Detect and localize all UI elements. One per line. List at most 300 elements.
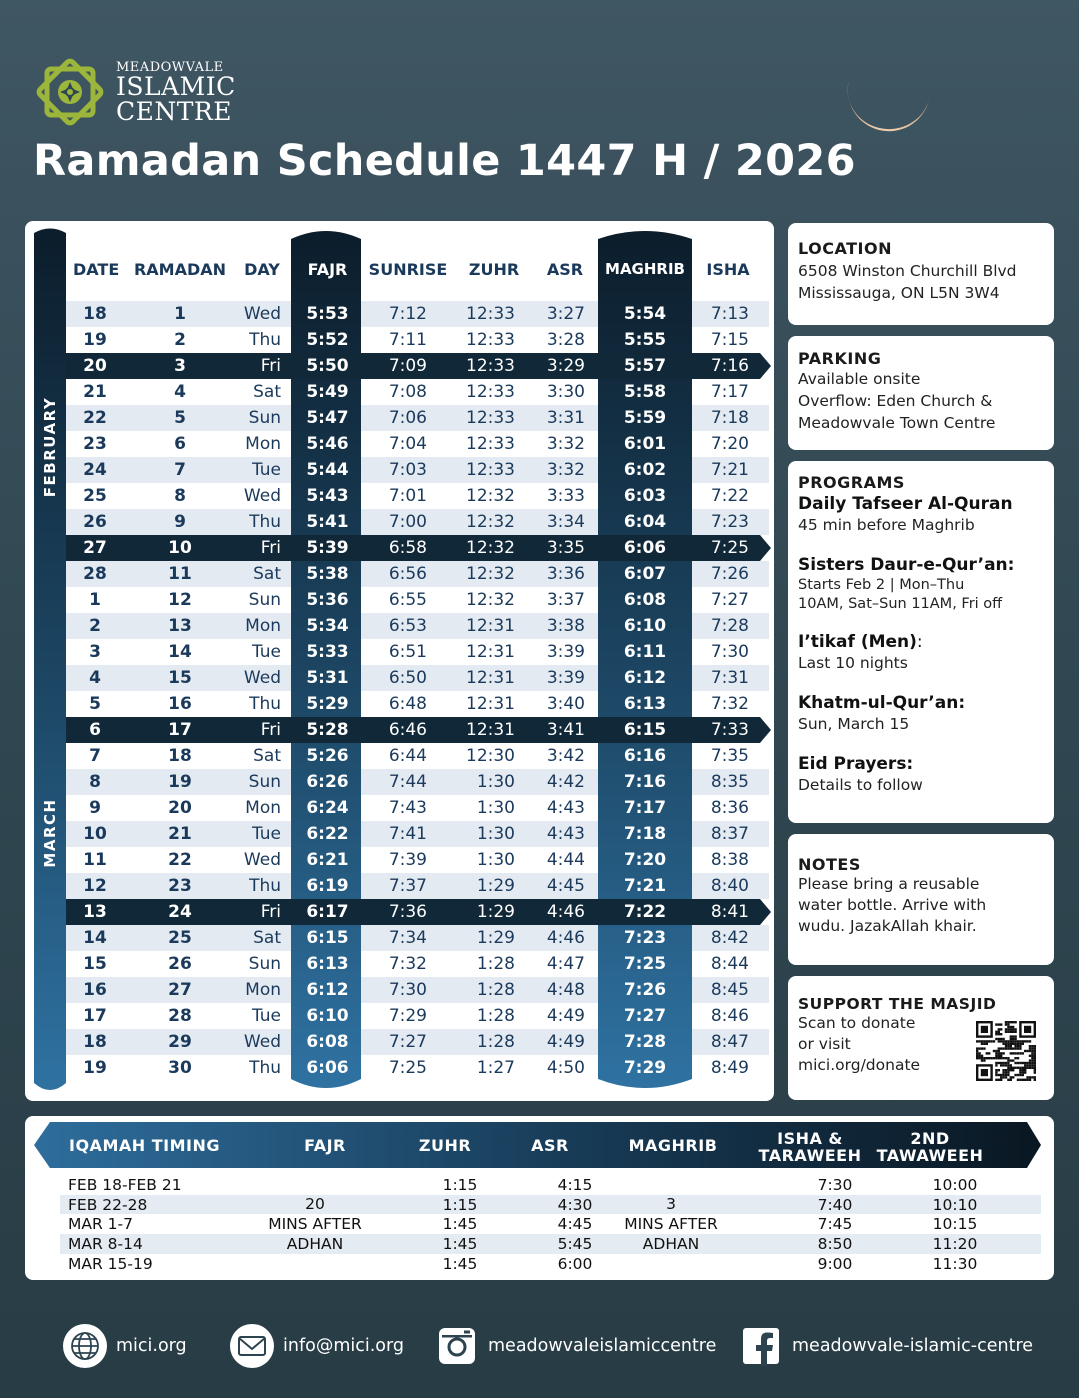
cell-date: 25 bbox=[83, 486, 107, 506]
cell-day: Wed bbox=[243, 850, 281, 870]
schedule-row bbox=[25, 353, 774, 379]
iqamah-header-2nd-line-1: 2ND bbox=[910, 1129, 950, 1148]
schedule-row bbox=[25, 821, 774, 847]
footer-facebook[interactable] bbox=[738, 1322, 1033, 1370]
cell-isha: 8:38 bbox=[710, 850, 749, 870]
logo-star-icon bbox=[30, 52, 110, 132]
cell-maghrib: 6:12 bbox=[623, 668, 667, 688]
programs-box bbox=[788, 461, 1054, 823]
cell-isha: 7:25 bbox=[710, 538, 749, 558]
cell-day: Wed bbox=[243, 486, 281, 506]
program-itikaf-title: I’tikaf (Men) bbox=[798, 632, 917, 652]
iqamah-fajr-note-3: ADHAN bbox=[286, 1235, 344, 1253]
cell-sunrise: 7:41 bbox=[388, 824, 427, 844]
cell-ramadan: 12 bbox=[168, 590, 192, 610]
cell-zuhr: 12:33 bbox=[466, 382, 515, 402]
cell-fajr: 5:26 bbox=[306, 746, 349, 766]
cell-ramadan: 30 bbox=[168, 1058, 192, 1078]
cell-day: Thu bbox=[249, 694, 281, 714]
cell-asr: 3:42 bbox=[546, 746, 585, 766]
cell-zuhr: 1:27 bbox=[476, 1058, 515, 1078]
iqamah-header-asr: ASR bbox=[531, 1136, 569, 1155]
schedule-row bbox=[25, 483, 774, 509]
iqamah-header-2nd bbox=[870, 1130, 990, 1164]
cell-zuhr: 1:28 bbox=[476, 1006, 515, 1026]
iqamah-fajr-note-2: MINS AFTER bbox=[268, 1215, 362, 1233]
cell-zuhr: 1:30 bbox=[476, 772, 515, 792]
header-ramadan: RAMADAN bbox=[133, 260, 227, 279]
cell-zuhr: 12:31 bbox=[466, 616, 515, 636]
cell-maghrib: 7:16 bbox=[623, 772, 667, 792]
iqamah-cell-second: 11:30 bbox=[932, 1254, 978, 1273]
cell-maghrib: 6:08 bbox=[623, 590, 667, 610]
cell-date: 26 bbox=[83, 512, 107, 532]
parking-heading: PARKING bbox=[798, 349, 882, 368]
iqamah-timing-table bbox=[25, 1116, 1054, 1280]
cell-day: Tue bbox=[251, 1006, 281, 1026]
cell-date: 15 bbox=[83, 954, 107, 974]
cell-ramadan: 21 bbox=[168, 824, 192, 844]
month-label-february: FEBRUARY bbox=[41, 396, 59, 498]
cell-day: Sat bbox=[253, 746, 281, 766]
cell-isha: 8:47 bbox=[710, 1032, 749, 1052]
cell-date: 1 bbox=[89, 590, 101, 610]
brand-line-3: CENTRE bbox=[116, 96, 233, 126]
iqamah-cell-isha: 9:00 bbox=[817, 1254, 853, 1273]
program-khatm-detail: Sun, March 15 bbox=[798, 715, 910, 733]
cell-day: Sun bbox=[248, 590, 281, 610]
cell-asr: 3:32 bbox=[546, 460, 585, 480]
schedule-row bbox=[25, 873, 774, 899]
cell-isha: 7:26 bbox=[710, 564, 749, 584]
parking-line-3: Meadowvale Town Centre bbox=[798, 414, 996, 432]
header-sunrise: SUNRISE bbox=[368, 260, 448, 279]
cell-day: Tue bbox=[251, 824, 281, 844]
footer-email[interactable] bbox=[229, 1322, 404, 1370]
cell-fajr: 5:38 bbox=[306, 564, 349, 584]
parking-box bbox=[788, 336, 1054, 450]
cell-ramadan: 24 bbox=[168, 902, 192, 922]
header-asr: ASR bbox=[546, 260, 584, 279]
footer-instagram-text: meadowvaleislamiccentre bbox=[488, 1336, 717, 1356]
schedule-row bbox=[25, 587, 774, 613]
cell-zuhr: 1:28 bbox=[476, 954, 515, 974]
header-isha: ISHA bbox=[706, 260, 750, 279]
cell-maghrib: 7:21 bbox=[623, 876, 667, 896]
cell-asr: 4:50 bbox=[546, 1058, 585, 1078]
cell-asr: 3:33 bbox=[546, 486, 585, 506]
cell-asr: 4:44 bbox=[546, 850, 585, 870]
cell-day: Mon bbox=[245, 434, 281, 454]
schedule-row bbox=[25, 977, 774, 1003]
cell-ramadan: 16 bbox=[168, 694, 192, 714]
cell-asr: 3:31 bbox=[546, 408, 585, 428]
iqamah-cell-period: MAR 1-7 bbox=[68, 1215, 133, 1234]
cell-isha: 7:23 bbox=[710, 512, 749, 532]
iqamah-row bbox=[60, 1195, 1041, 1215]
support-heading: SUPPORT THE MASJID bbox=[798, 995, 997, 1013]
schedule-row bbox=[25, 925, 774, 951]
cell-sunrise: 7:12 bbox=[388, 304, 427, 324]
schedule-row bbox=[25, 951, 774, 977]
schedule-row bbox=[25, 1055, 774, 1081]
iqamah-header-2nd-line-2: TAWAWEEH bbox=[876, 1146, 984, 1165]
cell-fajr: 6:15 bbox=[306, 928, 349, 948]
cell-isha: 8:46 bbox=[710, 1006, 749, 1026]
iqamah-cell-period: MAR 15-19 bbox=[68, 1254, 153, 1273]
cell-maghrib: 6:03 bbox=[623, 486, 667, 506]
cell-ramadan: 25 bbox=[168, 928, 192, 948]
cell-date: 8 bbox=[89, 772, 101, 792]
iqamah-header-isha-line-2: TARAWEEH bbox=[758, 1146, 862, 1165]
instagram-icon bbox=[434, 1323, 480, 1369]
iqamah-maghrib-note-1: 3 bbox=[666, 1195, 676, 1213]
cell-day: Thu bbox=[249, 512, 281, 532]
iqamah-cell-asr: 6:00 bbox=[557, 1254, 593, 1273]
cell-day: Thu bbox=[249, 876, 281, 896]
cell-day: Wed bbox=[243, 668, 281, 688]
schedule-row bbox=[25, 743, 774, 769]
support-line-3: mici.org/donate bbox=[798, 1056, 921, 1074]
cell-isha: 7:13 bbox=[710, 304, 749, 324]
cell-zuhr: 1:30 bbox=[476, 824, 515, 844]
cell-date: 21 bbox=[83, 382, 107, 402]
cell-fajr: 5:46 bbox=[306, 434, 349, 454]
schedule-row bbox=[25, 795, 774, 821]
cell-day: Fri bbox=[260, 538, 281, 558]
program-itikaf-row bbox=[798, 632, 1044, 653]
iqamah-row bbox=[60, 1214, 1041, 1234]
cell-asr: 4:42 bbox=[546, 772, 585, 792]
cell-maghrib: 5:57 bbox=[623, 356, 667, 376]
cell-isha: 7:28 bbox=[710, 616, 749, 636]
cell-fajr: 6:21 bbox=[306, 850, 349, 870]
cell-isha: 7:18 bbox=[710, 408, 749, 428]
cell-zuhr: 12:33 bbox=[466, 330, 515, 350]
cell-asr: 3:35 bbox=[546, 538, 585, 558]
iqamah-header-label: IQAMAH TIMING bbox=[69, 1136, 220, 1155]
cell-date: 24 bbox=[83, 460, 107, 480]
cell-maghrib: 6:15 bbox=[623, 720, 667, 740]
cell-maghrib: 5:54 bbox=[623, 304, 667, 324]
schedule-row bbox=[25, 639, 774, 665]
parking-line-1: Available onsite bbox=[798, 370, 921, 388]
cell-sunrise: 7:32 bbox=[388, 954, 427, 974]
globe-icon bbox=[62, 1323, 108, 1369]
cell-date: 9 bbox=[89, 798, 101, 818]
cell-sunrise: 7:03 bbox=[388, 460, 427, 480]
cell-sunrise: 7:11 bbox=[388, 330, 427, 350]
cell-ramadan: 22 bbox=[168, 850, 192, 870]
cell-date: 18 bbox=[83, 304, 107, 324]
cell-maghrib: 6:07 bbox=[623, 564, 667, 584]
program-itikaf-detail: Last 10 nights bbox=[798, 654, 908, 672]
cell-isha: 7:21 bbox=[710, 460, 749, 480]
cell-date: 2 bbox=[89, 616, 101, 636]
support-box bbox=[788, 976, 1054, 1100]
cell-ramadan: 3 bbox=[174, 356, 186, 376]
iqamah-cell-period: FEB 22-28 bbox=[68, 1195, 148, 1214]
cell-zuhr: 1:28 bbox=[476, 1032, 515, 1052]
cell-sunrise: 7:27 bbox=[388, 1032, 427, 1052]
cell-fajr: 5:29 bbox=[306, 694, 349, 714]
iqamah-row bbox=[60, 1175, 1041, 1195]
qr-code-icon[interactable] bbox=[976, 1021, 1036, 1081]
footer-website[interactable] bbox=[62, 1322, 187, 1370]
cell-isha: 7:31 bbox=[710, 668, 749, 688]
schedule-row bbox=[25, 535, 774, 561]
cell-sunrise: 7:29 bbox=[388, 1006, 427, 1026]
iqamah-row bbox=[60, 1234, 1041, 1254]
cell-ramadan: 8 bbox=[174, 486, 186, 506]
cell-maghrib: 7:23 bbox=[623, 928, 667, 948]
cell-fajr: 6:13 bbox=[306, 954, 349, 974]
cell-maghrib: 5:58 bbox=[623, 382, 667, 402]
iqamah-header-maghrib: MAGHRIB bbox=[628, 1136, 718, 1155]
cell-day: Fri bbox=[260, 356, 281, 376]
cell-date: 27 bbox=[83, 538, 107, 558]
cell-day: Tue bbox=[251, 460, 281, 480]
cell-isha: 8:44 bbox=[710, 954, 749, 974]
cell-asr: 4:46 bbox=[546, 902, 585, 922]
cell-zuhr: 12:31 bbox=[466, 668, 515, 688]
cell-zuhr: 12:32 bbox=[466, 512, 515, 532]
cell-ramadan: 28 bbox=[168, 1006, 192, 1026]
cell-ramadan: 27 bbox=[168, 980, 192, 1000]
cell-sunrise: 7:06 bbox=[388, 408, 427, 428]
cell-isha: 7:27 bbox=[710, 590, 749, 610]
cell-asr: 3:39 bbox=[546, 668, 585, 688]
cell-zuhr: 1:28 bbox=[476, 980, 515, 1000]
cell-zuhr: 12:32 bbox=[466, 590, 515, 610]
cell-sunrise: 6:44 bbox=[388, 746, 427, 766]
cell-asr: 3:30 bbox=[546, 382, 585, 402]
cell-isha: 7:15 bbox=[710, 330, 749, 350]
cell-maghrib: 7:27 bbox=[623, 1006, 667, 1026]
cell-asr: 4:43 bbox=[546, 798, 585, 818]
cell-ramadan: 13 bbox=[168, 616, 192, 636]
cell-fajr: 5:28 bbox=[306, 720, 349, 740]
cell-sunrise: 7:01 bbox=[388, 486, 427, 506]
cell-date: 19 bbox=[83, 1058, 107, 1078]
cell-ramadan: 6 bbox=[174, 434, 186, 454]
programs-heading: PROGRAMS bbox=[798, 473, 905, 492]
brand-line-2: ISLAMIC bbox=[116, 71, 236, 101]
cell-isha: 7:32 bbox=[710, 694, 749, 714]
cell-fajr: 5:50 bbox=[306, 356, 349, 376]
cell-maghrib: 7:26 bbox=[623, 980, 667, 1000]
support-line-1: Scan to donate bbox=[798, 1014, 916, 1032]
program-khatm-title: Khatm-ul-Qur’an: bbox=[798, 693, 966, 713]
cell-ramadan: 9 bbox=[174, 512, 186, 532]
cell-fajr: 6:22 bbox=[306, 824, 349, 844]
cell-isha: 7:16 bbox=[710, 356, 749, 376]
cell-zuhr: 12:33 bbox=[466, 434, 515, 454]
cell-zuhr: 12:31 bbox=[466, 720, 515, 740]
header-date: DATE bbox=[73, 260, 120, 279]
cell-asr: 3:32 bbox=[546, 434, 585, 454]
iqamah-cell-second: 10:15 bbox=[932, 1215, 978, 1234]
cell-date: 18 bbox=[83, 1032, 107, 1052]
cell-zuhr: 12:33 bbox=[466, 356, 515, 376]
cell-asr: 3:36 bbox=[546, 564, 585, 584]
iqamah-header-isha-line-1: ISHA & bbox=[777, 1129, 843, 1148]
cell-ramadan: 2 bbox=[174, 330, 186, 350]
cell-asr: 4:49 bbox=[546, 1006, 585, 1026]
cell-day: Tue bbox=[251, 642, 281, 662]
cell-day: Wed bbox=[243, 1032, 281, 1052]
cell-maghrib: 7:17 bbox=[623, 798, 667, 818]
cell-sunrise: 7:43 bbox=[388, 798, 427, 818]
location-line-2: Mississauga, ON L5N 3W4 bbox=[798, 284, 1000, 302]
iqamah-cell-isha: 8:50 bbox=[817, 1235, 853, 1254]
cell-sunrise: 7:34 bbox=[388, 928, 427, 948]
cell-maghrib: 6:11 bbox=[623, 642, 667, 662]
cell-fajr: 5:43 bbox=[306, 486, 349, 506]
cell-ramadan: 1 bbox=[174, 304, 186, 324]
cell-sunrise: 7:00 bbox=[388, 512, 427, 532]
ramadan-schedule-table bbox=[25, 221, 774, 1101]
cell-ramadan: 5 bbox=[174, 408, 186, 428]
cell-zuhr: 12:30 bbox=[466, 746, 515, 766]
cell-zuhr: 1:29 bbox=[476, 928, 515, 948]
cell-date: 7 bbox=[89, 746, 101, 766]
cell-day: Sun bbox=[248, 408, 281, 428]
cell-fajr: 5:31 bbox=[306, 668, 349, 688]
cell-asr: 3:38 bbox=[546, 616, 585, 636]
notes-heading: NOTES bbox=[798, 855, 861, 874]
iqamah-cell-second: 10:00 bbox=[932, 1176, 978, 1194]
iqamah-cell-zuhr: 1:45 bbox=[442, 1215, 478, 1234]
cell-day: Mon bbox=[245, 798, 281, 818]
cell-zuhr: 1:29 bbox=[476, 876, 515, 896]
cell-day: Mon bbox=[245, 616, 281, 636]
schedule-row bbox=[25, 509, 774, 535]
iqamah-cell-isha: 7:45 bbox=[817, 1215, 853, 1234]
cell-maghrib: 6:02 bbox=[623, 460, 667, 480]
cell-sunrise: 6:46 bbox=[388, 720, 427, 740]
program-tafseer-title: Daily Tafseer Al-Quran bbox=[798, 494, 1013, 514]
cell-sunrise: 7:25 bbox=[388, 1058, 427, 1078]
cell-fajr: 6:19 bbox=[306, 876, 349, 896]
cell-asr: 4:47 bbox=[546, 954, 585, 974]
location-heading: LOCATION bbox=[798, 239, 892, 258]
cell-maghrib: 7:29 bbox=[623, 1058, 667, 1078]
cell-day: Sat bbox=[253, 382, 281, 402]
cell-zuhr: 1:30 bbox=[476, 850, 515, 870]
cell-ramadan: 18 bbox=[168, 746, 192, 766]
cell-maghrib: 7:25 bbox=[623, 954, 667, 974]
cell-fajr: 6:06 bbox=[306, 1058, 349, 1078]
iqamah-cell-asr: 4:30 bbox=[557, 1195, 593, 1214]
notes-line-2: water bottle. Arrive with bbox=[798, 896, 987, 914]
cell-ramadan: 7 bbox=[174, 460, 186, 480]
footer-email-text: info@mici.org bbox=[283, 1336, 404, 1356]
cell-sunrise: 6:53 bbox=[388, 616, 427, 636]
cell-fajr: 5:34 bbox=[306, 616, 349, 636]
cell-asr: 3:27 bbox=[546, 304, 585, 324]
iqamah-maghrib-note-2: MINS AFTER bbox=[624, 1215, 718, 1233]
cell-maghrib: 6:16 bbox=[623, 746, 667, 766]
cell-ramadan: 11 bbox=[168, 564, 192, 584]
iqamah-cell-isha: 7:40 bbox=[817, 1195, 853, 1214]
cell-sunrise: 7:44 bbox=[388, 772, 427, 792]
crescent-moon-icon bbox=[845, 50, 935, 140]
cell-zuhr: 12:33 bbox=[466, 408, 515, 428]
cell-ramadan: 15 bbox=[168, 668, 192, 688]
cell-isha: 7:35 bbox=[710, 746, 749, 766]
month-label-march: MARCH bbox=[41, 798, 59, 868]
cell-fajr: 5:44 bbox=[306, 460, 349, 480]
cell-isha: 7:33 bbox=[710, 720, 749, 740]
cell-isha: 7:20 bbox=[710, 434, 749, 454]
iqamah-header-fajr: FAJR bbox=[304, 1136, 346, 1155]
cell-fajr: 5:39 bbox=[306, 538, 349, 558]
cell-zuhr: 12:33 bbox=[466, 460, 515, 480]
cell-isha: 8:42 bbox=[710, 928, 749, 948]
iqamah-cell-second: 10:10 bbox=[932, 1195, 978, 1214]
iqamah-header-zuhr: ZUHR bbox=[418, 1136, 472, 1155]
cell-maghrib: 7:22 bbox=[623, 902, 667, 922]
cell-date: 11 bbox=[83, 850, 107, 870]
cell-sunrise: 6:50 bbox=[388, 668, 427, 688]
cell-isha: 8:37 bbox=[710, 824, 749, 844]
location-line-1: 6508 Winston Churchill Blvd bbox=[798, 262, 1017, 280]
cell-date: 23 bbox=[83, 434, 107, 454]
parking-line-2: Overflow: Eden Church & bbox=[798, 392, 993, 410]
cell-day: Sun bbox=[248, 954, 281, 974]
notes-line-3: wudu. JazakAllah khair. bbox=[798, 917, 977, 935]
cell-isha: 7:17 bbox=[710, 382, 749, 402]
program-itikaf-colon: : bbox=[916, 632, 923, 652]
header-maghrib: MAGHRIB bbox=[605, 260, 685, 278]
iqamah-cell-zuhr: 1:15 bbox=[442, 1176, 478, 1194]
cell-zuhr: 12:32 bbox=[466, 486, 515, 506]
notes-line-1: Please bring a reusable bbox=[798, 875, 980, 893]
iqamah-row bbox=[60, 1254, 1041, 1274]
cell-isha: 8:41 bbox=[710, 902, 749, 922]
cell-zuhr: 12:31 bbox=[466, 642, 515, 662]
cell-date: 10 bbox=[83, 824, 107, 844]
cell-date: 12 bbox=[83, 876, 107, 896]
cell-isha: 8:40 bbox=[710, 876, 749, 896]
cell-asr: 3:40 bbox=[546, 694, 585, 714]
iqamah-maghrib-note-3: ADHAN bbox=[642, 1235, 700, 1253]
footer-website-text: mici.org bbox=[116, 1336, 187, 1356]
iqamah-cell-isha: 7:30 bbox=[817, 1176, 853, 1194]
header-day: DAY bbox=[244, 260, 280, 279]
schedule-row bbox=[25, 899, 774, 925]
cell-day: Thu bbox=[249, 330, 281, 350]
cell-asr: 4:45 bbox=[546, 876, 585, 896]
cell-isha: 7:30 bbox=[710, 642, 749, 662]
cell-maghrib: 5:59 bbox=[623, 408, 667, 428]
cell-maghrib: 6:10 bbox=[623, 616, 667, 636]
cell-fajr: 6:10 bbox=[306, 1006, 349, 1026]
cell-fajr: 5:36 bbox=[306, 590, 349, 610]
cell-fajr: 5:33 bbox=[306, 642, 349, 662]
cell-zuhr: 1:30 bbox=[476, 798, 515, 818]
cell-ramadan: 20 bbox=[168, 798, 192, 818]
footer-instagram[interactable] bbox=[434, 1322, 716, 1370]
cell-fajr: 6:17 bbox=[306, 902, 349, 922]
cell-asr: 4:48 bbox=[546, 980, 585, 1000]
header-zuhr: ZUHR bbox=[468, 260, 520, 279]
iqamah-cell-asr: 4:45 bbox=[557, 1215, 593, 1234]
iqamah-header-isha bbox=[750, 1130, 870, 1164]
cell-maghrib: 6:01 bbox=[623, 434, 667, 454]
schedule-row bbox=[25, 717, 774, 743]
